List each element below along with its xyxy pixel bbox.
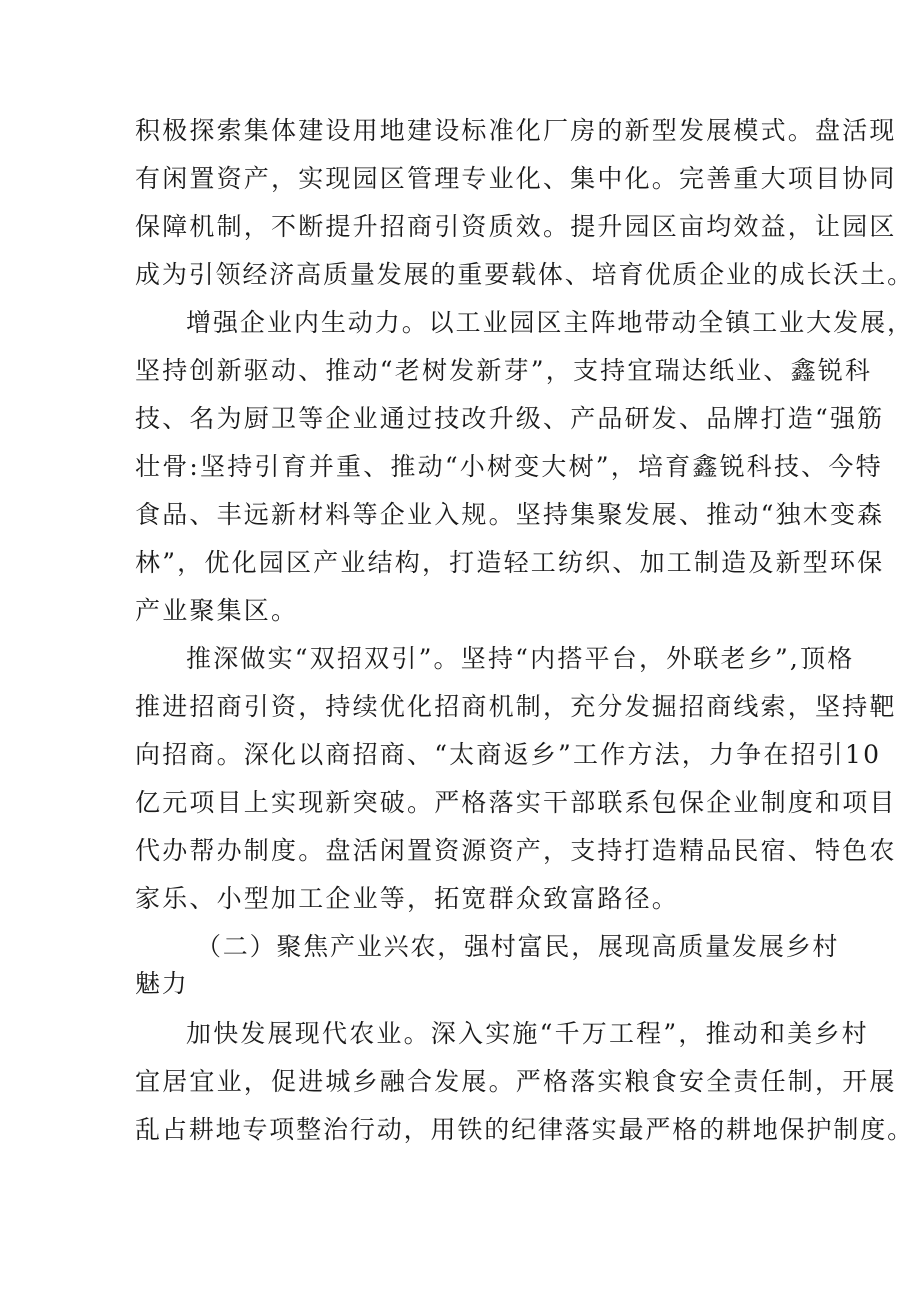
text-line: 坚持创新驱动、推动“老树发新芽”，支持宜瑞达纸业、鑫锐科: [135, 356, 873, 385]
text-line: 家乐、小型加工企业等，拓宽群众致富路径。: [135, 884, 680, 913]
paragraph-lead-line: 增强企业内生动力。以工业园区主阵地带动全镇工业大发展，: [186, 308, 914, 337]
text-line: 宜居宜业，促进城乡融合发展。严格落实粮食安全责任制，开展: [135, 1067, 897, 1096]
text-line: 技、名为厨卫等企业通过技改升级、产品研发、品牌打造“强筋: [135, 404, 885, 433]
text-line: 向招商。深化以商招商、“太商返乡”工作方法，力争在招引10: [135, 740, 882, 769]
paragraph-lead-line: 加快发展现代农业。深入实施“千万工程”，推动和美乡村: [186, 1019, 869, 1048]
text-line: 保障机制，不断提升招商引资质效。提升园区亩均效益，让园区: [135, 212, 897, 241]
text-line: 产业聚集区。: [135, 596, 299, 625]
text-line: 壮骨:坚持引育并重、推动“小树变大树”，培育鑫锐科技、今特: [135, 452, 883, 481]
text-line: 乱占耕地专项整治行动，用铁的纪律落实最严格的耕地保护制度。: [135, 1115, 914, 1144]
text-line: 推进招商引资，持续优化招商机制，充分发掘招商线索，坚持靶: [135, 692, 897, 721]
text-line: 林”，优化园区产业结构，打造轻工纺织、加工制造及新型环保: [135, 548, 885, 577]
text-line: 积极探索集体建设用地建设标准化厂房的新型发展模式。盘活现: [135, 116, 897, 145]
paragraph-lead-line: 推深做实“双招双引”。坚持“内搭平台，外联老乡”,顶格: [186, 644, 855, 673]
text-line: 代办帮办制度。盘活闲置资源资产，支持打造精品民宿、特色农: [135, 836, 897, 865]
text-line: 食品、丰远新材料等企业入规。坚持集聚发展、推动“独木变森: [135, 500, 885, 529]
section-heading: （二）聚焦产业兴农，强村富民，展现高质量发展乡村: [196, 932, 840, 961]
section-heading-continuation: 魅力: [135, 969, 189, 998]
text-line: 有闲置资产，实现园区管理专业化、集中化。完善重大项目协同: [135, 164, 897, 193]
text-line: 成为引领经济高质量发展的重要载体、培育优质企业的成长沃土。: [135, 260, 914, 289]
text-line: 亿元项目上实现新突破。严格落实干部联系包保企业制度和项目: [135, 788, 897, 817]
